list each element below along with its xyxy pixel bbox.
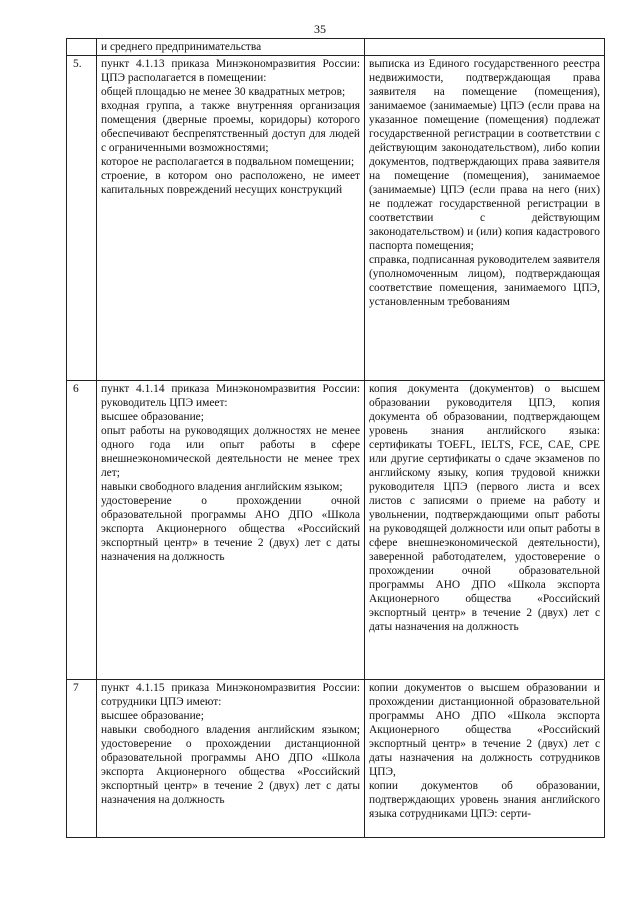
row-number: 6 [67,381,97,680]
row-number: 5. [67,56,97,381]
row-number [67,39,97,56]
requirement-line: опыт работы на руководящих должностях не менее одного года или опыт работы в сфере внешнеэкономической деятельности не менее трех лет; [101,425,360,479]
document-line: выписка из Единого государственного реестра недвижимости, подтверждающая права заявителя на помещение (помещения), занимаемое (занимаемые) ЦПЭ (если права на указанное помещение (помещения) подлежат государственной регистрации в соответствии с действующим законодательством), либо копии документов, подтверждающих права заявителя на помещение (помещения), занимаемое (занимаемые) ЦПЭ (если права на него (них) не подлежат государственной регистрации в соответствии с действующим законодательством) и (или) копия кадастрового паспорта помещения; [369,58,600,252]
requirement-line: строение, в котором оно расположено, не имеет капитальных повреждений несущих конструкций [101,170,360,196]
documents-cell [365,56,605,381]
requirement-cell: и среднего предпринимательства [97,39,365,56]
requirements-table [66,38,605,838]
requirement-line: высшее образование; [101,710,204,722]
table-row-7 [67,680,605,838]
requirement-line: пункт 4.1.14 приказа Минэкономразвития России: руководитель ЦПЭ имеет: [101,383,360,409]
document-line: копия документа (документов) о высшем образовании руководителя ЦПЭ, копия документа об образовании, подтверждающем уровень знания английского языка: сертификаты TOEFL, IELTS, FCE, CAE, CPE или другие сертификаты о сдаче экзаменов по английскому языку, копия трудовой книжки руководителя ЦПЭ (первого листа и всех листов с записями о приеме на работу и увольнении, подтверждающими опыт работы на руководящей должности или опыт работы в сфере внешнеэкономической деятельности), заверенной работодателем, удостоверение о прохождении очной образовательной программы АНО ДПО «Школа экспорта Акционерного общества «Российский экспортный центр» в течение 2 (двух) лет с даты назначения на должность [369,383,600,633]
requirement-line: удостоверение о прохождении очной образовательной программы АНО ДПО «Школа экспорта Акционерного общества «Российский экспортный центр» в течение 2 (двух) лет с даты назначения на должность [101,495,360,563]
documents-cell [365,381,605,680]
table-row-6 [67,381,605,680]
requirement-line: входная группа, а также внутренняя организация помещения (дверные проемы, коридоры) которого обеспечивают беспрепятственный доступ для людей с ограниченными возможностями; [101,100,360,154]
requirement-line: общей площадью не менее 30 квадратных метров; [101,86,346,98]
requirement-line: пункт 4.1.15 приказа Минэкономразвития России: сотрудники ЦПЭ имеют: [101,682,360,708]
requirement-cell [97,680,365,838]
page-number: 35 [314,22,326,36]
requirement-line: высшее образование; [101,411,204,423]
requirement-line: навыки свободного владения английским языком; удостоверение о прохождении дистанционной образовательной программы АНО ДПО «Школа экспорта Акционерного общества «Российский экспортный центр» в течение 2 (двух) лет с даты назначения на должность [101,724,360,806]
requirement-line: которое не располагается в подвальном помещении; [101,156,355,168]
requirement-cell [97,381,365,680]
requirement-line: пункт 4.1.13 приказа Минэкономразвития России: ЦПЭ располагается в помещении: [101,58,360,84]
documents-cell [365,680,605,838]
document-line: копии документов об образовании, подтверждающих уровень знания английского языка сотрудниками ЦПЭ: серти- [369,780,600,820]
row-number: 7 [67,680,97,838]
documents-cell [365,39,605,56]
requirement-cell [97,56,365,381]
table-row-5 [67,56,605,381]
requirement-line: навыки свободного владения английским языком; [101,481,343,493]
document-line: копии документов о высшем образовании и прохождении дистанционной образовательной программы АНО ДПО «Школа экспорта Акционерного общества «Российский экспортный центр» в течение 2 (двух) лет с даты назначения на должность сотрудников ЦПЭ, [369,682,600,778]
document-line: справка, подписанная руководителем заявителя (уполномоченным лицом), подтверждающая соответствие помещения, занимаемого ЦПЭ, установленным требованиям [369,254,600,308]
table-row-continuation [67,39,605,56]
